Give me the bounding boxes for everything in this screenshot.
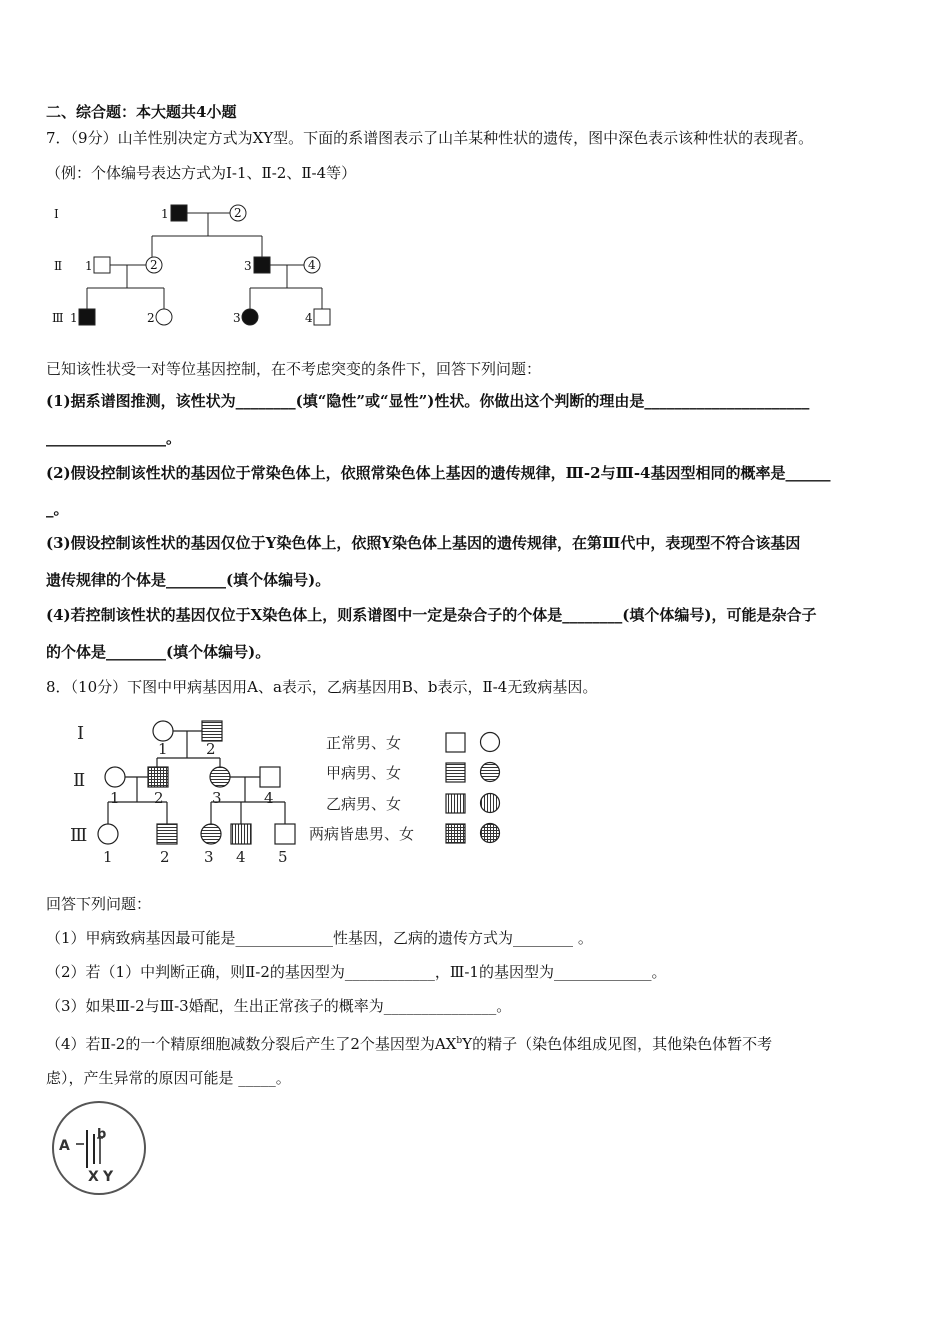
- q8-id-i2: 2: [206, 740, 216, 758]
- legend-normal-male: [446, 733, 465, 752]
- q7-part2-line2: _。: [46, 500, 69, 518]
- q8-id-iii3: 3: [204, 848, 214, 866]
- q7-id-iii3: 3: [233, 311, 241, 325]
- q7-part2-line1: (2)假设控制该性状的基因位于常染色体上，依照常染色体上基因的遗传规律，Ⅲ-2与Ⅲ-4基因型相同的概率是______: [46, 464, 831, 482]
- q7-part3-line1: (3)假设控制该性状的基因仅位于Y染色体上，依照Y染色体上基因的遗传规律，在第Ⅲ代中，表现型不符合该基因: [46, 534, 801, 552]
- q8-id-iii1: 1: [103, 848, 113, 866]
- q7-header: 7．（9分）山羊性别决定方式为XY型。下面的系谱图表示了山羊某种性状的遗传，图中深色表示该种性状的表现者。: [46, 129, 814, 147]
- q7-id-i1: 1: [161, 207, 169, 221]
- legend-label-both: 两病皆患男、女: [309, 825, 415, 843]
- q8-iii2-male-disease-a: [157, 824, 177, 844]
- legend-disease-a-male: [446, 763, 465, 782]
- q8-ii4-male: [260, 767, 280, 787]
- q8-gen-label-3: Ⅲ: [70, 825, 88, 846]
- legend-both-female: [481, 824, 500, 843]
- q8-part4-post: Y的精子（染色体组成见图，其他染色体暂不考: [462, 1035, 773, 1053]
- q8-part2: （2）若（1）中判断正确，则Ⅱ-2的基因型为____________，Ⅲ-1的基因型为_____________。: [46, 963, 667, 981]
- q7-part4-line2: 的个体是________(填个体编号)。: [46, 643, 271, 661]
- q8-part1: （1）甲病致病基因最可能是_____________性基因，乙病的遗传方式为________ 。: [46, 929, 593, 947]
- q8-sperm-cell-diagram: [48, 1098, 150, 1200]
- q8-part3: （3）如果Ⅲ-2与Ⅲ-3婚配，生出正常孩子的概率为_______________。: [46, 997, 512, 1015]
- q7-id-i2: 2: [234, 206, 242, 220]
- q8-id-ii3: 3: [212, 789, 222, 807]
- q7-id-ii3: 3: [244, 259, 252, 273]
- q7-note: （例：个体编号表达方式为Ⅰ-1、Ⅱ-2、Ⅱ-4等）: [46, 164, 357, 182]
- q8-iii4-male-disease-b: [231, 824, 251, 844]
- q7-id-ii4: 4: [308, 258, 316, 272]
- q8-id-ii4: 4: [264, 789, 274, 807]
- q8-id-iii4: 4: [236, 848, 246, 866]
- q8-part4-superscript: b: [456, 1036, 463, 1046]
- q7-part1-line2: ________________。: [46, 429, 182, 447]
- q7-id-ii2: 2: [150, 258, 158, 272]
- q7-i1-affected-male: [171, 205, 187, 221]
- q8-part4-line1: [46, 1031, 772, 1054]
- legend-disease-b-female: [481, 794, 500, 813]
- q7-part1-line1: (1)据系谱图推测，该性状为________(填“隐性”或“显性”)性状。你做出这个判断的理由是______________________: [46, 392, 810, 410]
- legend-disease-b-male: [446, 794, 465, 813]
- legend-normal-female: [481, 733, 500, 752]
- q7-iii2-female: [156, 309, 172, 325]
- q8-id-iii5: 5: [278, 848, 288, 866]
- q8-ii1-female: [105, 767, 125, 787]
- q8-id-ii2: 2: [154, 789, 164, 807]
- q8-intro: 回答下列问题：: [46, 895, 152, 913]
- legend-label-normal: 正常男、女: [326, 734, 402, 752]
- q7-part4-line1: (4)若控制该性状的基因仅位于X染色体上，则系谱图中一定是杂合子的个体是________(填个体编号)，可能是杂合子: [46, 606, 817, 624]
- q7-pedigree-figure: [40, 196, 360, 336]
- q7-id-ii1: 1: [85, 259, 93, 273]
- q7-gen-label-3: Ⅲ: [52, 311, 64, 325]
- q8-iii5-male: [275, 824, 295, 844]
- q8-pedigree-figure: [60, 712, 520, 872]
- q7-gen-label-2: Ⅱ: [54, 259, 63, 273]
- q8-part4-pre: （4）若Ⅱ-2的一个精原细胞减数分裂后产生了2个基因型为AX: [46, 1035, 457, 1053]
- q8-header: 8．（10分）下图中甲病基因用A、a表示，乙病基因用B、b表示，Ⅱ-4无致病基因。: [46, 678, 598, 696]
- cell-label-y: Y: [103, 1169, 114, 1185]
- q8-i2-male-disease-a: [202, 721, 222, 741]
- cell-label-x: X: [88, 1169, 99, 1185]
- q8-ii3-female-disease-a: [210, 767, 230, 787]
- q7-part3-line2: 遗传规律的个体是________(填个体编号)。: [46, 571, 331, 589]
- q7-iii3-affected-female: [242, 309, 258, 325]
- q7-ii1-male: [94, 257, 110, 273]
- q8-id-i1: 1: [158, 740, 168, 758]
- q8-id-iii2: 2: [160, 848, 170, 866]
- q7-intro: 已知该性状受一对等位基因控制，在不考虑突变的条件下，回答下列问题：: [46, 360, 542, 378]
- cell-label-b: b: [97, 1127, 107, 1142]
- q7-iii1-affected-male: [79, 309, 95, 325]
- q7-id-iii4: 4: [305, 311, 313, 325]
- q8-id-ii1: 1: [110, 789, 120, 807]
- q7-ii3-affected-male: [254, 257, 270, 273]
- q7-iii4-male: [314, 309, 330, 325]
- q8-ii2-male-both-diseases: [148, 767, 168, 787]
- legend-both-male: [446, 824, 465, 843]
- q8-part4-line2: 虑），产生异常的原因可能是 _____。: [46, 1069, 291, 1087]
- section-title: 二、综合题：本大题共4小题: [46, 103, 237, 121]
- cell-label-a: A: [59, 1138, 70, 1154]
- q8-iii1-female: [98, 824, 118, 844]
- legend-label-disease-a: 甲病男、女: [326, 764, 402, 782]
- q8-gen-label-2: Ⅱ: [73, 770, 86, 791]
- q8-iii3-female-disease-a: [201, 824, 221, 844]
- q7-gen-label-1: Ⅰ: [54, 207, 59, 221]
- legend-label-disease-b: 乙病男、女: [326, 795, 402, 813]
- legend-disease-a-female: [481, 763, 500, 782]
- q8-gen-label-1: Ⅰ: [77, 723, 85, 744]
- q8-i1-female: [153, 721, 173, 741]
- q7-id-iii2: 2: [147, 311, 155, 325]
- q7-id-iii1: 1: [70, 311, 78, 325]
